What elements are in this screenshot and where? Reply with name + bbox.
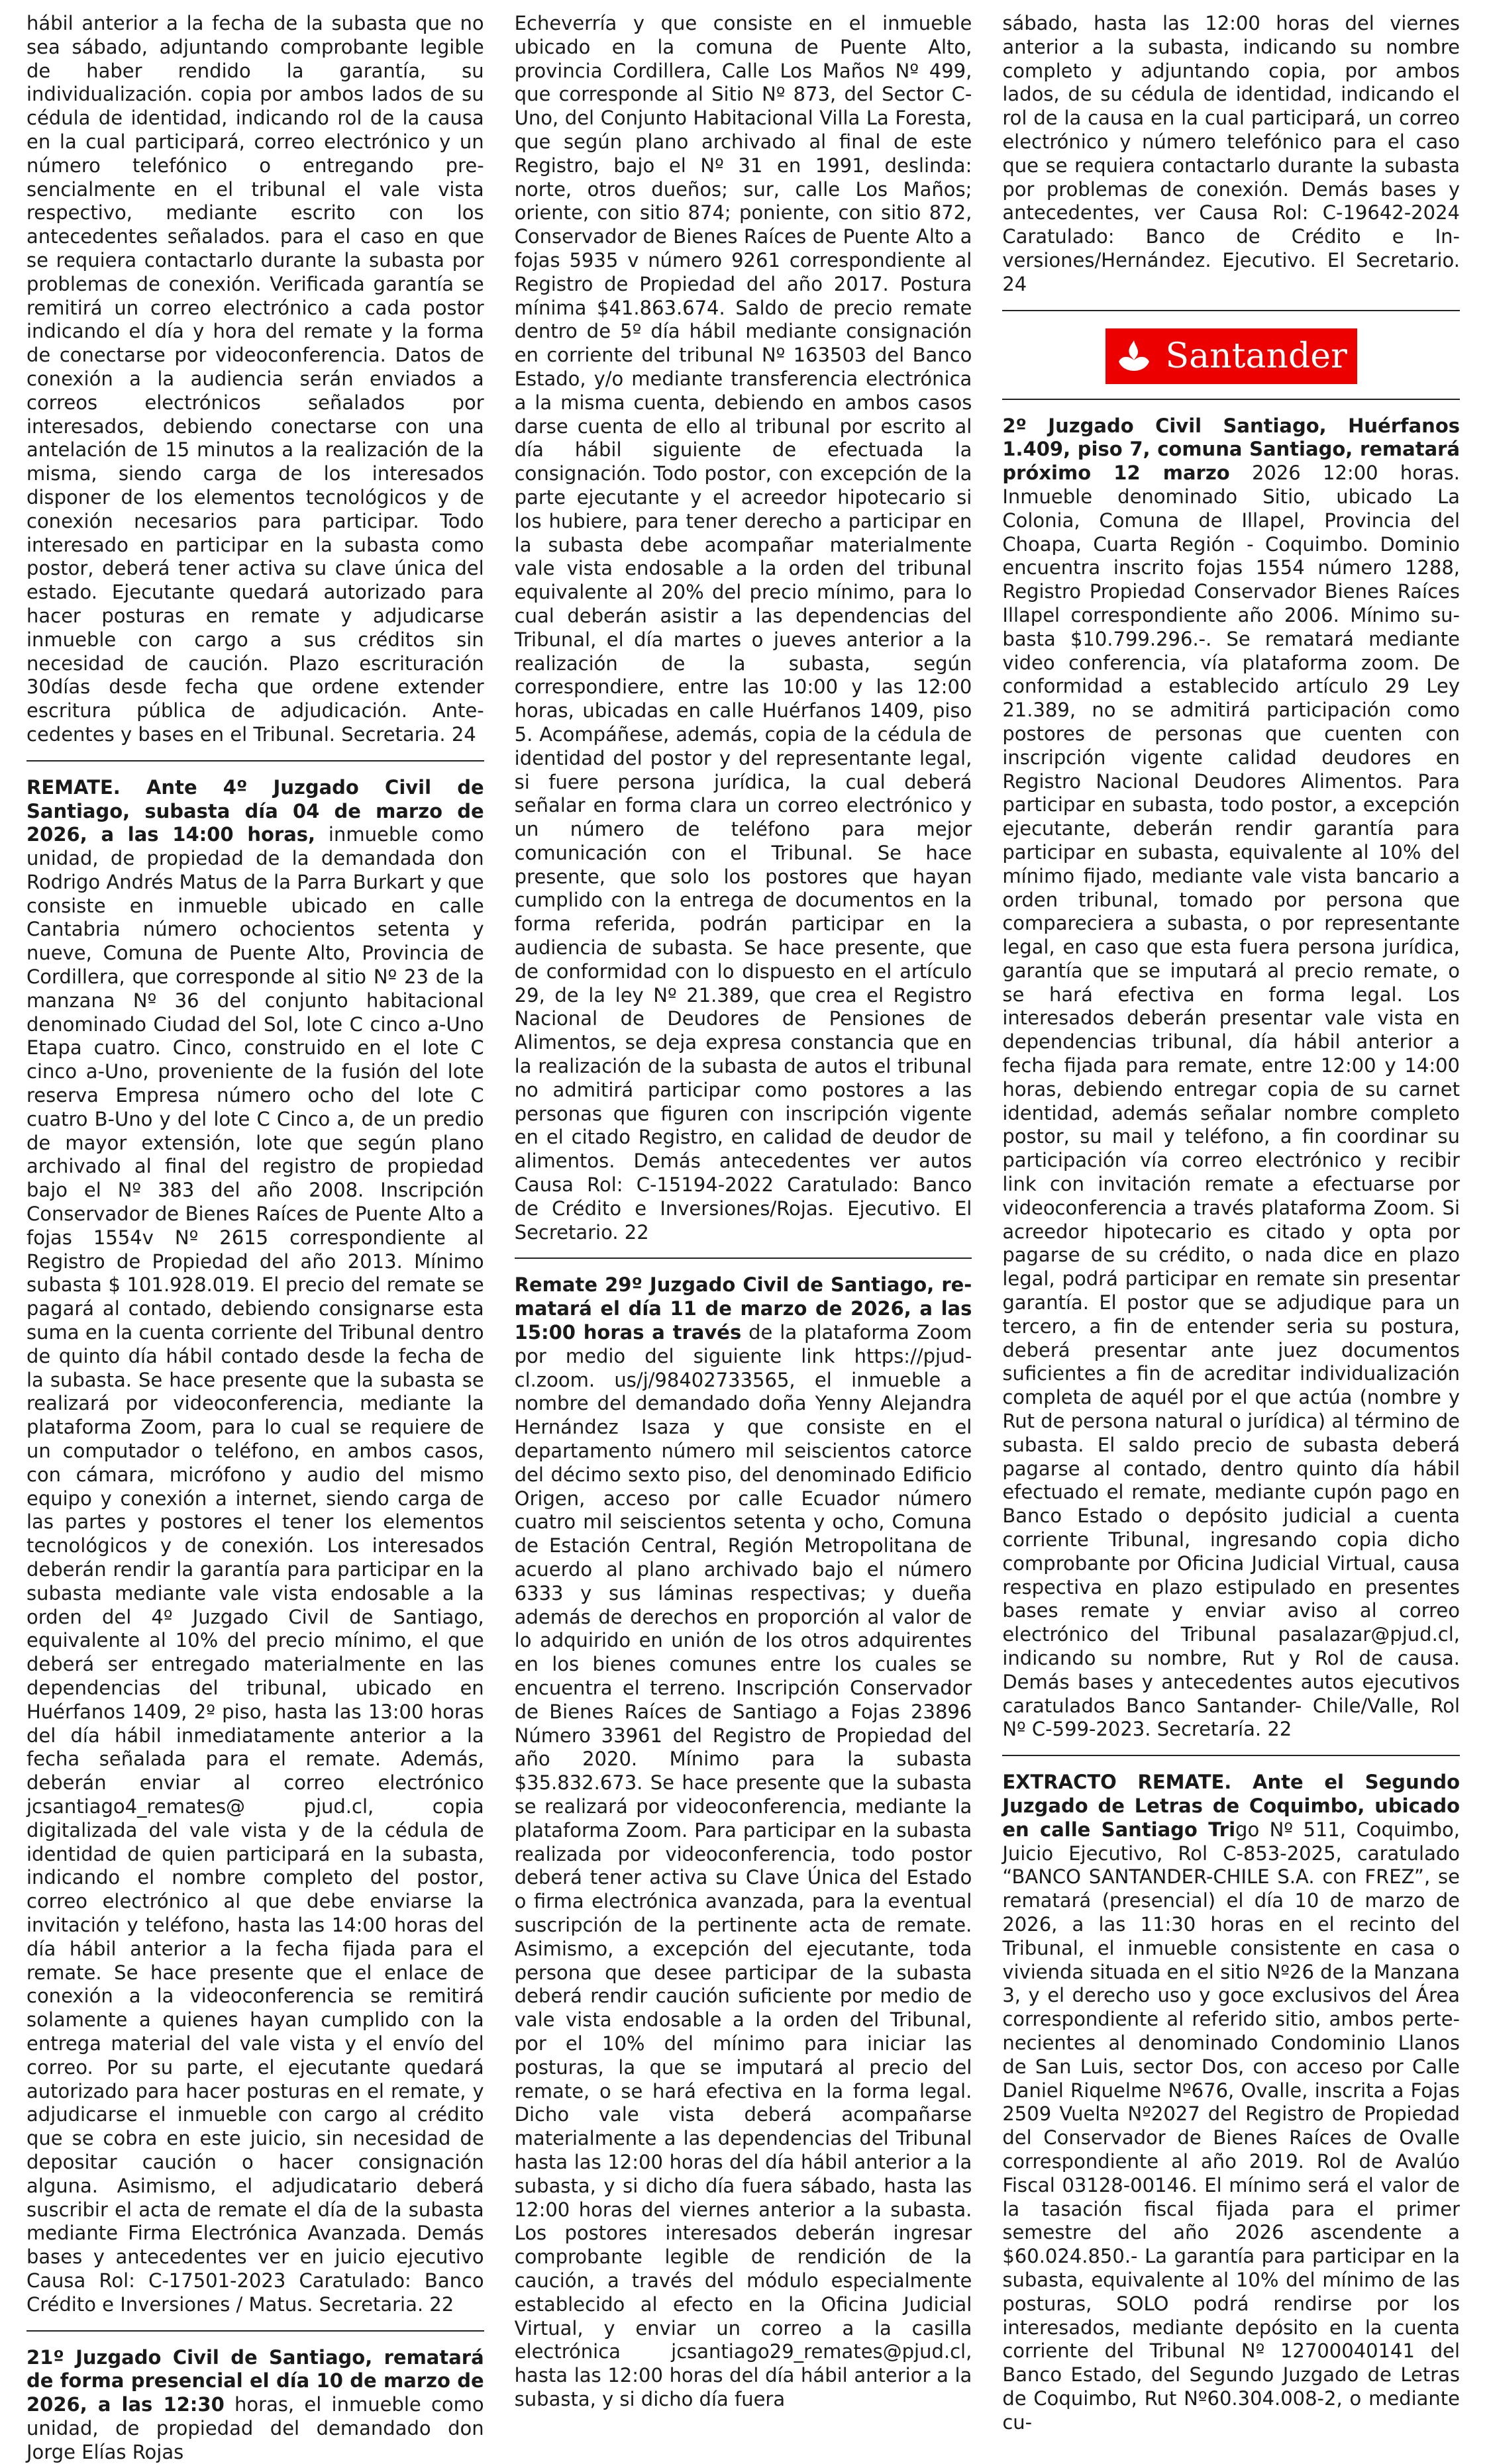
divider	[26, 2330, 484, 2332]
notice-body: 2026 12:00 horas. Inmueble denominado Sitio, ubicado La Colonia, Comuna de Illapel, Provincia del Choapa, Cuarta Región - Coquimbo. Dominio encuentra inscrito fojas 1554 número 1288, Registro Propiedad Conservador Bienes Raíces Illapel correspondiente año 2006. Mínimo subasta $10.799.296.-. Se rematará mediante video conferencia, vía plataforma zoom. De conformidad a establecido artículo 29 Ley 21.389, no se admitirá participación como postores de personas que cuenten con inscripción vigente calidad deudores en Registro Nacional Deudores Alimentos. Para participar en subasta, todo postor, a excepción ejecutante, deberán rendir garantía para participar en subasta, equivalente al 10% del mínimo fijado, mediante vale vista bancario a orden tribunal, tomado por persona que compareciera a subasta, o por representante legal, en caso que esta fuera persona jurídica, garantía que se imputará al precio remate, o se hará efectiva en forma legal. Los interesados deberán presentar vale vista en dependencias tribunal, día hábil anterior a fecha fijada para remate, entre 12:00 y 14:00 horas, debiendo entregar copia de su carnet identidad, además señalar nombre completo postor, su mail y teléfono, a fin coordinar su participación vía correo electrónico y recibir link con invitación remate a efectuarse por videoconferencia a través plataforma Zoom. Si acreedor hipotecario es citado y opta por pagarse de su crédito, o nada dice en plazo legal, podrá participar en remate sin presentar garantía. El postor que se adjudique para un tercero, a fin de entender seria su postura, deberá presentar ante juez documentos suficientes a fin de acreditar individualización completa de aquél por el que actúa (nombre y Rut de persona natural o jurídica) al término de subasta. El saldo precio de subasta deberá pagarse al contado, dentro quinto día hábil efectuado el remate, mediante cupón pago en Banco Estado o depósito judicial a cuenta corriente Tribunal, ingresando copia dicho comprobante por Oficina Judicial Virtual, causa respectiva en plazo estipulado en presentes bases remate y enviar aviso al correo electrónico del Tribunal pasalazar@pjud.cl, indicando su nombre, Rut y Rol de causa. Demás bases y antecedentes autos ejecutivos caratulados Banco Santander- Chile/Valle, Rol Nº C-599-2023. Secretaría. 22	[1002, 462, 1460, 1740]
notice-body: hábil anterior a la fecha de la subasta que no sea sábado, adjuntando comprobante legible de haber rendido la garantía, su individualización. copia por ambos lados de su cédula de identidad, indicando rol de la causa en la cual participará, correo electrónico y un número telefónico o entregando presencialmente en el tribunal el vale vista respectivo, mediante escrito con los antecedentes señalados. para el caso en que se requiera contactarlo durante la subasta por problemas de conexión. Verificada garantía se remitirá un correo electrónico a cada postor indicando el día y hora del remate y la forma de conectarse por videoconferencia. Datos de conexión a la audiencia serán enviados a correos electrónicos señalados por interesados, debiendo conectarse con una antelación de 15 minutos a la realización de la misma, siendo carga de los interesados disponer de los elementos tecnológicos y de conexión necesarios para participar. Todo interesado en participar en la subasta como postor, deberá tener activa su clave única del estado. Ejecutante quedará autorizado para hacer posturas en remate y adjudicarse inmueble con cargo a sus créditos sin necesidad de caución. Plazo escrituración 30días desde fecha que ordene extender escritura pública de adjudicación. Antecedentes y bases en el Tribunal. Secretaria. 24	[26, 12, 484, 746]
notice-body: de la plataforma Zoom por medio del siguiente link https://pjud-cl.zoom. us/j/98402733565, el inmueble a nombre del demandado doña Yenny Alejandra Hernández Isaza y que consiste en el departamento número mil seiscientos catorce del décimo sexto piso, del denominado Edificio Origen, acceso por calle Ecuador número cuatro mil seiscientos setenta y ocho, Comuna de Estación Central, Región Metropolitana de acuerdo al plano archivado bajo el número 6333 y sus láminas respectivas; y dueña además de derechos en proporción al valor de lo adquirido en unión de los otros adquirentes en los bienes comunes entre los cuales se encuentra el terreno. Inscripción Conservador de Bienes Raíces de Santiago a Fojas 23896 Número 33961 del Registro de Propiedad del año 2020. Mínimo para la subasta $35.832.673. Se hace presente que la subasta se realizará por videoconferencia, mediante la plataforma Zoom. Para participar en la subasta realizada por videoconferencia, todo postor deberá tener activa su Clave Única del Estado o firma electrónica avanzada, para la eventual suscripción de la pertinente acta de remate. Asimismo, a excepción del ejecutante, toda persona que desee participar de la subasta deberá rendir caución suficiente por medio de vale vista endosable a la orden del Tribunal, por el 10% del mínimo para iniciar las posturas, la que se imputará al precio del remate, o se hará efectiva en la forma legal. Dicho vale vista deberá acompañarse materialmente a las dependencias del Tribunal hasta las 12:00 horas del día hábil anterior a la subasta, y si dicho día fuera sábado, hasta las 12:00 horas del viernes anterior a la subasta. Los postores interesados deberán ingresar comprobante legible de rendición de la caución, a través del módulo especialmente establecido al efecto en la Oficina Judicial Virtual, y enviar un correo a la casilla electrónica jcsantiago29_remates@pjud.cl, hasta las 12:00 horas del día hábil anterior a la subasta, y si dicho día fuera	[515, 1321, 972, 2410]
divider	[1002, 310, 1460, 311]
notice-heading: 21º Juzgado Civil de Santiago, rematará de forma presencial el día 10 de marzo de 2026, a las 12:30	[26, 2346, 484, 2416]
column-3	[1002, 12, 1460, 2135]
divider	[1002, 399, 1460, 400]
notice-heading: Remate 29º Juzgado Civil de Santiago, rematará el día 11 de marzo de 2026, a las 15:00 horas a través	[515, 1273, 972, 1344]
santander-logo-wrap	[1002, 328, 1460, 384]
notice-heading: EXTRACTO REMATE. Ante el Segundo Juzgado de Letras de Coquimbo, ubicado en calle Santiago Tri	[1002, 1771, 1460, 1841]
notice-body: sábado, hasta las 12:00 horas del viernes anterior a la subasta, indicando su nombre completo y adjuntando copia, por ambos lados, de su cédula de identidad, indicando el rol de la causa en la cual participará, un correo electrónico y número telefónico para el caso que se requiera contactarlo durante la subasta por problemas de conexión. Demás bases y antecedentes, ver Causa Rol: C-19642-2024 Caratulado: Banco de Crédito e Inversiones/Hernández. Ejecutivo. El Secretario. 24	[1002, 12, 1460, 295]
santander-logo	[1105, 328, 1357, 384]
notice-21-juzgado	[26, 2346, 484, 2464]
notice-29-juzgado	[515, 1273, 972, 2411]
notice-heading: REMATE. Ante 4º Juzgado Civil de Santiago, subasta día 04 de marzo de 2026, a las 14:00 horas,	[26, 776, 484, 846]
column-1	[26, 12, 484, 2135]
divider	[1002, 1755, 1460, 1756]
divider	[26, 760, 484, 762]
notice-2-juzgado	[1002, 415, 1460, 1742]
santander-logo-text: Santander	[1165, 336, 1347, 376]
notice-heading: 2º Juzgado Civil Santiago, Huérfanos 1.409, piso 7, comuna Santiago, rematará próximo 12 marzo	[1002, 415, 1460, 485]
notice-body: horas, el inmueble como unidad, de propiedad del demandado don Jorge Elías Rojas	[26, 2393, 484, 2463]
notice-continuation	[515, 12, 972, 1244]
flame-icon	[1115, 338, 1153, 375]
notice-body: Echeverría y que consiste en el inmueble ubicado en la comuna de Puente Alto, provincia Cordillera, Calle Los Maños Nº 499, que corresponde al Sitio Nº 873, del Sector C-Uno, del Conjunto Habitacional Villa La Foresta, que según plano archivado al final de este Registro, bajo el Nº 31 en 1991, deslinda: norte, otros dueños; sur, calle Los Maños; oriente, con sitio 874; poniente, con sitio 872, Conservador de Bienes Raíces de Puente Alto a fojas 5935 v número 9261 correspondiente al Registro de Propiedad del año 2017. Postura mínima $41.863.674. Saldo de precio remate dentro de 5º día hábil mediante consignación en corriente del tribunal Nº 163503 del Banco Estado, y/o mediante transferencia electrónica a la misma cuenta, debiendo en ambos casos darse cuenta de ello al tribunal por escrito al día hábil siguiente de efectuada la consignación. Todo postor, con excepción de la parte ejecutante y el acreedor hipotecario si los hubiere, para tener derecho a participar en la subasta debe acompañar materialmente vale vista endosable a la orden del tribunal equivalente al 20% del precio mínimo, para lo cual deberán asistir a las dependencias del Tribunal, el día martes o jueves anterior a la realización de la subasta, según correspondiere, entre las 10:00 y las 12:00 horas, ubicadas en calle Huérfanos 1409, piso 5. Acompáñese, además, copia de la cédula de identidad del postor y del representante legal, si fuere persona jurídica, la cual deberá señalar en forma clara un correo electrónico y un número de teléfono para mejor comunicación con el Tribunal. Se hace presente, que solo los postores que hayan cumplido con la entrega de documentos en la forma referida, podrán participar en la audiencia de subasta. Se hace presente, que de conformidad con lo dispuesto en el artículo 29, de la ley Nº 21.389, que crea el Registro Nacional de Deudores de Pensiones de Alimentos, se deja expresa constancia que en la realización de la subasta de autos el tribunal no admitirá participar como postores a las personas que figuren con inscripción vigente en el citado Registro, en calidad de deudor de alimentos. Demás antecedentes ver autos Causa Rol: C-15194-2022 Caratulado: Banco de Crédito e Inversiones/Rojas. Ejecutivo. El Secretario. 22	[515, 12, 972, 1244]
notice-remate-4-juzgado	[26, 776, 484, 2317]
notice-continuation	[26, 12, 484, 747]
divider	[515, 1257, 972, 1259]
notice-continuation	[1002, 12, 1460, 297]
notice-extracto-coquimbo	[1002, 1771, 1460, 2434]
notice-body: go Nº 511, Coquimbo, Juicio Ejecutivo, Rol C-853-2025, caratulado “BANCO SANTANDER-CHILE S.A. con FREZ”, se rematará (presencial) el día 10 de marzo de 2026, a las 11:30 horas en el recinto del Tribunal, el inmueble consistente en casa o vivienda situada en el sitio Nº26 de la Manzana 3, y el derecho uso y goce exclusivos del Área correspondiente al referido sitio, ambos pertenecientes al denominado Condominio Llanos de San Luis, sector Dos, con acceso por Calle Daniel Riquelme Nº676, Ovalle, inscrita a Fojas 2509 Vuelta Nº2027 del Registro de Propiedad del Conservador de Bienes Raíces de Ovalle correspondiente al año 2019. Rol de Avalúo Fiscal 03128-00146. El mínimo será el valor de la tasación fiscal fijada para el primer semestre del año 2026 ascendente a $60.024.850.- La garantía para participar en la subasta, equivalente al 10% del mínimo de las posturas, SOLO podrá rendirse por los interesados, mediante depósito en la cuenta corriente del Tribunal Nº 12700040141 del Banco Estado, del Segundo Juzgado de Letras de Coquimbo, Rut Nº60.304.008-2, o mediante cu-	[1002, 1818, 1460, 2434]
column-2	[515, 12, 972, 2135]
notice-body: inmueble como unidad, de propiedad de la demandada don Rodrigo Andrés Matus de la Parra Burkart y que consiste en inmueble ubicado en calle Cantabria número ochocientos setenta y nueve, Comuna de Puente Alto, Provincia de Cordillera, que corresponde al sitio Nº 23 de la manzana Nº 36 del conjunto habitacional denominado Ciudad del Sol, lote C cinco a-Uno Etapa cuatro. Cinco, construido en el lote C cinco a-Uno, proveniente de la fusión del lote reserva Empresa número ocho del lote C cuatro B-Uno y del lote C Cinco a, de un predio de mayor extensión, lote que según plano archivado al final del registro de propiedad bajo el Nº 383 del año 2008. Inscripción Conservador de Bienes Raíces de Puente Alto a fojas 1554v Nº 2615 correspondiente al Registro de Propiedad del año 2013. Mínimo subasta $ 101.928.019. El precio del remate se pagará al contado, debiendo consignarse esta suma en la cuenta corriente del Tribunal dentro de quinto día hábil contado desde la fecha de la subasta. Se hace presente que la subasta se realizará por videoconferencia, mediante la plataforma Zoom, para lo cual se requiere de un computador o teléfono, en ambos casos, con cámara, micrófono y audio del mismo equipo y conexión a internet, siendo carga de las partes y postores el tener los elementos tecnológicos y de conexión. Los interesados deberán rendir la garantía para participar en la subasta mediante vale vista endosable a la orden del 4º Juzgado Civil de Santiago, equivalente al 10% del precio mínimo, el que deberá ser entregado materialmente en las dependencias del tribunal, ubicado en Huérfanos 1409, 2º piso, hasta las 13:00 horas del día hábil inmediatamente anterior a la fecha señalada para el remate. Además, deberán enviar al correo electrónico jcsantiago4_remates@ pjud.cl, copia digitalizada del vale vista y de la cédula de identidad de quien participará en la subasta, indicando el nombre completo del postor, correo electrónico al que debe enviarse la invitación y teléfono, hasta las 14:00 horas del día hábil anterior a la fecha fijada para el remate. Se hace presente que el enlace de conexión a la videoconferencia se remitirá solamente a quienes hayan cumplido con la entrega material del vale vista y el envío del correo. Por su parte, el ejecutante quedará autorizado para hacer posturas en el remate, y adjudicarse el inmueble con cargo al crédito que se cobra en este juicio, sin necesidad de depositar caución o hacer consignación alguna. Asimismo, el adjudicatario deberá suscribir el acta de remate el día de la subasta mediante Firma Electrónica Avanzada. Demás bases y antecedentes ver en juicio ejecutivo Causa Rol: C-17501-2023 Caratulado: Banco Crédito e Inversiones / Matus. Secretaria. 22	[26, 823, 484, 2315]
